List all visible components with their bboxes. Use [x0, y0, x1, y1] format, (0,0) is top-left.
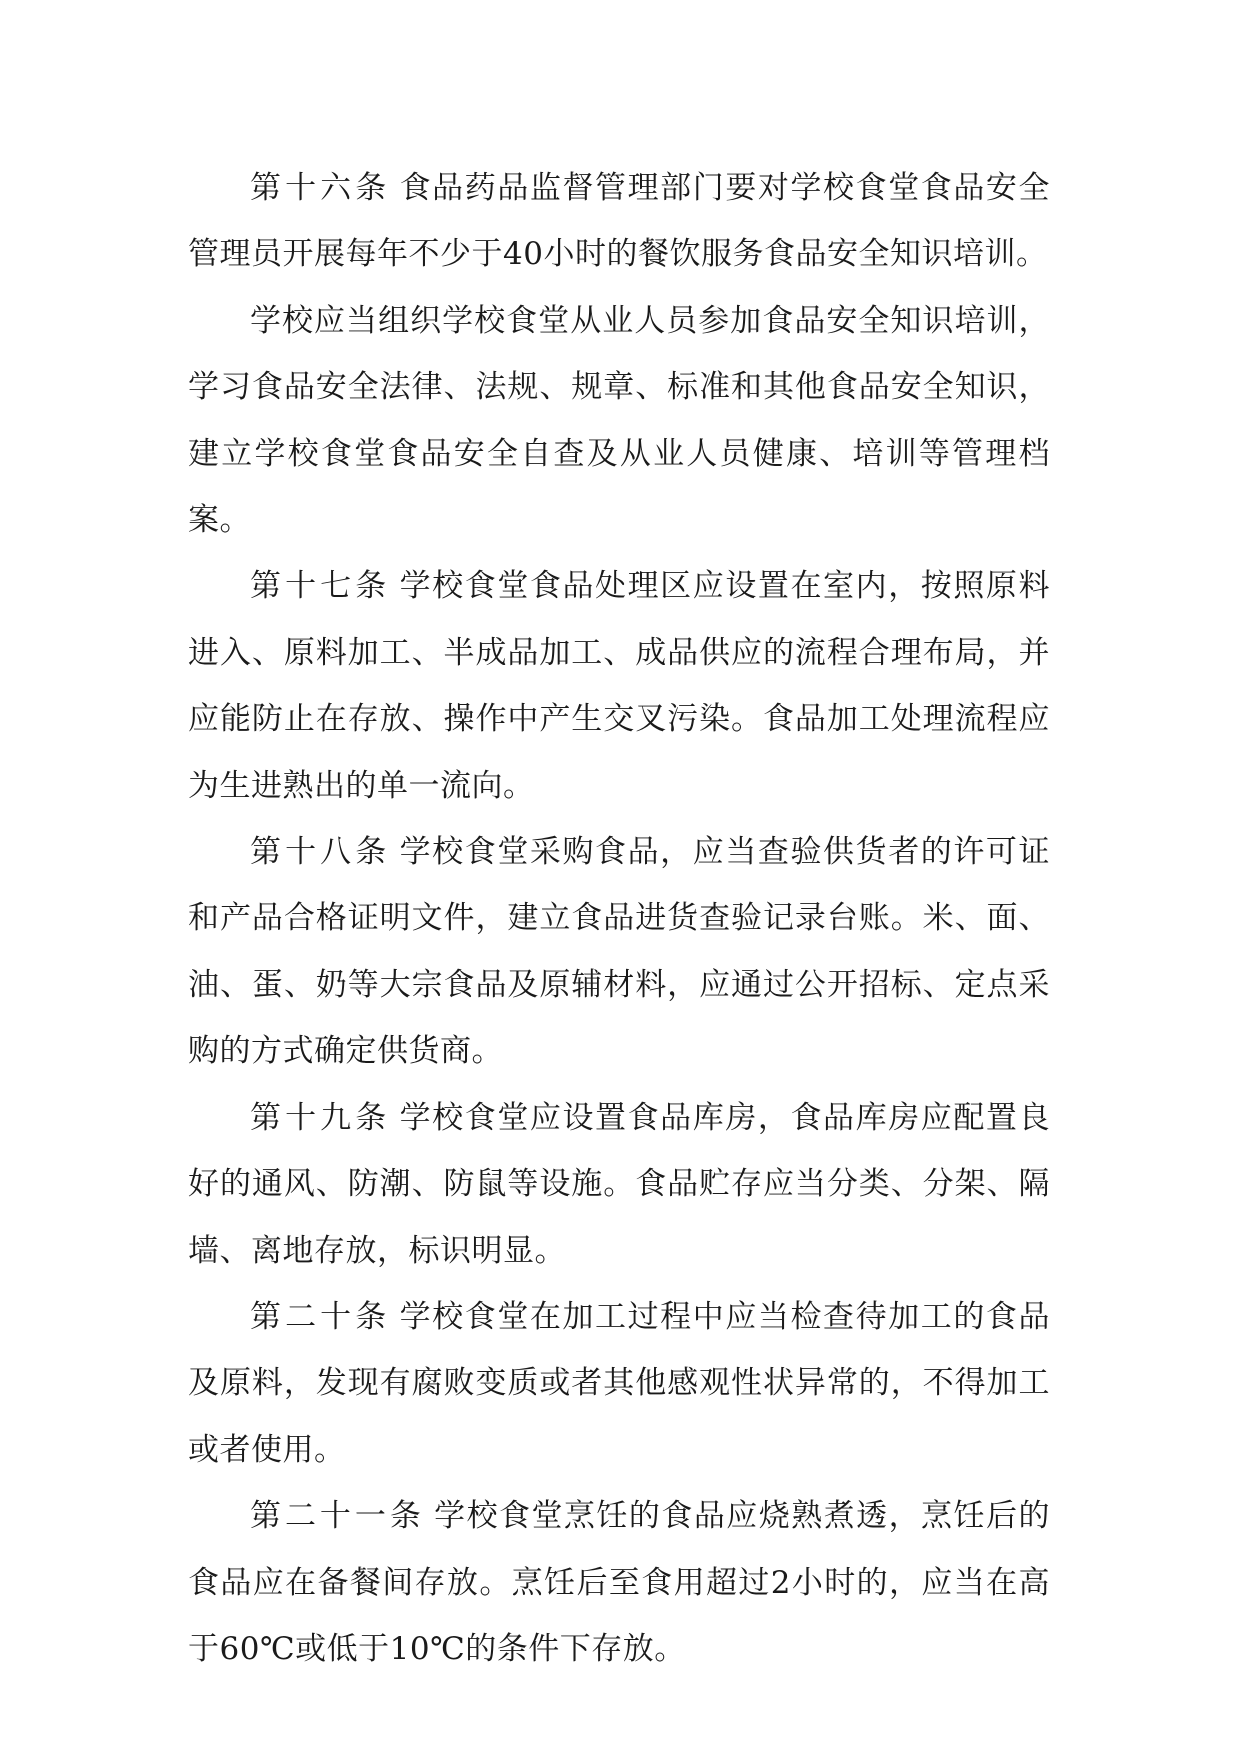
- paragraph-text: 食品药品监督管理部门要对学校食堂食品安全管理员开展每年不少于40小时的餐饮服务食品安全知识培训。: [188, 170, 1050, 273]
- paragraph-text: 学校食堂在加工过程中应当检查待加工的食品及原料，发现有腐败变质或者其他感观性状异常的，不得加工或者使用。: [188, 1298, 1050, 1468]
- paragraph-text: 学校食堂采购食品，应当查验供货者的许可证和产品合格证明文件，建立食品进货查验记录台账。米、面、油、蛋、奶等大宗食品及原辅材料，应通过公开招标、定点采购的方式确定供货商。: [188, 834, 1050, 1070]
- document-body: [188, 155, 1050, 1682]
- article-number: 第十六条: [250, 170, 391, 206]
- paragraph-article-16: [188, 155, 1050, 288]
- paragraph-text: 学校应当组织学校食堂从业人员参加食品安全知识培训，学习食品安全法律、法规、规章、标准和其他食品安全知识，建立学校食堂食品安全自查及从业人员健康、培训等管理档案。: [188, 302, 1050, 539]
- paragraph-text: 学校食堂烹饪的食品应烧熟煮透，烹饪后的食品应在备餐间存放。烹饪后至食用超过2小时的，应当在高于60℃或低于10℃的条件下存放。: [188, 1498, 1050, 1667]
- paragraph-article-17: [188, 553, 1050, 819]
- paragraph-article-19: [188, 1085, 1050, 1284]
- paragraph-training: [188, 288, 1050, 554]
- article-number: 第十九条: [250, 1099, 391, 1136]
- paragraph-article-20: [188, 1284, 1050, 1483]
- article-number: 第十八条: [250, 834, 391, 871]
- paragraph-article-21: [188, 1483, 1050, 1682]
- paragraph-article-18: [188, 819, 1050, 1085]
- paragraph-text: 学校食堂食品处理区应设置在室内，按照原料进入、原料加工、半成品加工、成品供应的流程合理布局，并应能防止在存放、操作中产生交叉污染。食品加工处理流程应为生进熟出的单一流向。: [188, 568, 1050, 804]
- article-number: 第二十一条: [250, 1498, 425, 1535]
- article-number: 第十七条: [250, 568, 391, 605]
- article-number: 第二十条: [250, 1298, 391, 1335]
- paragraph-text: 学校食堂应设置食品库房，食品库房应配置良好的通风、防潮、防鼠等设施。食品贮存应当分类、分架、隔墙、离地存放，标识明显。: [188, 1099, 1050, 1269]
